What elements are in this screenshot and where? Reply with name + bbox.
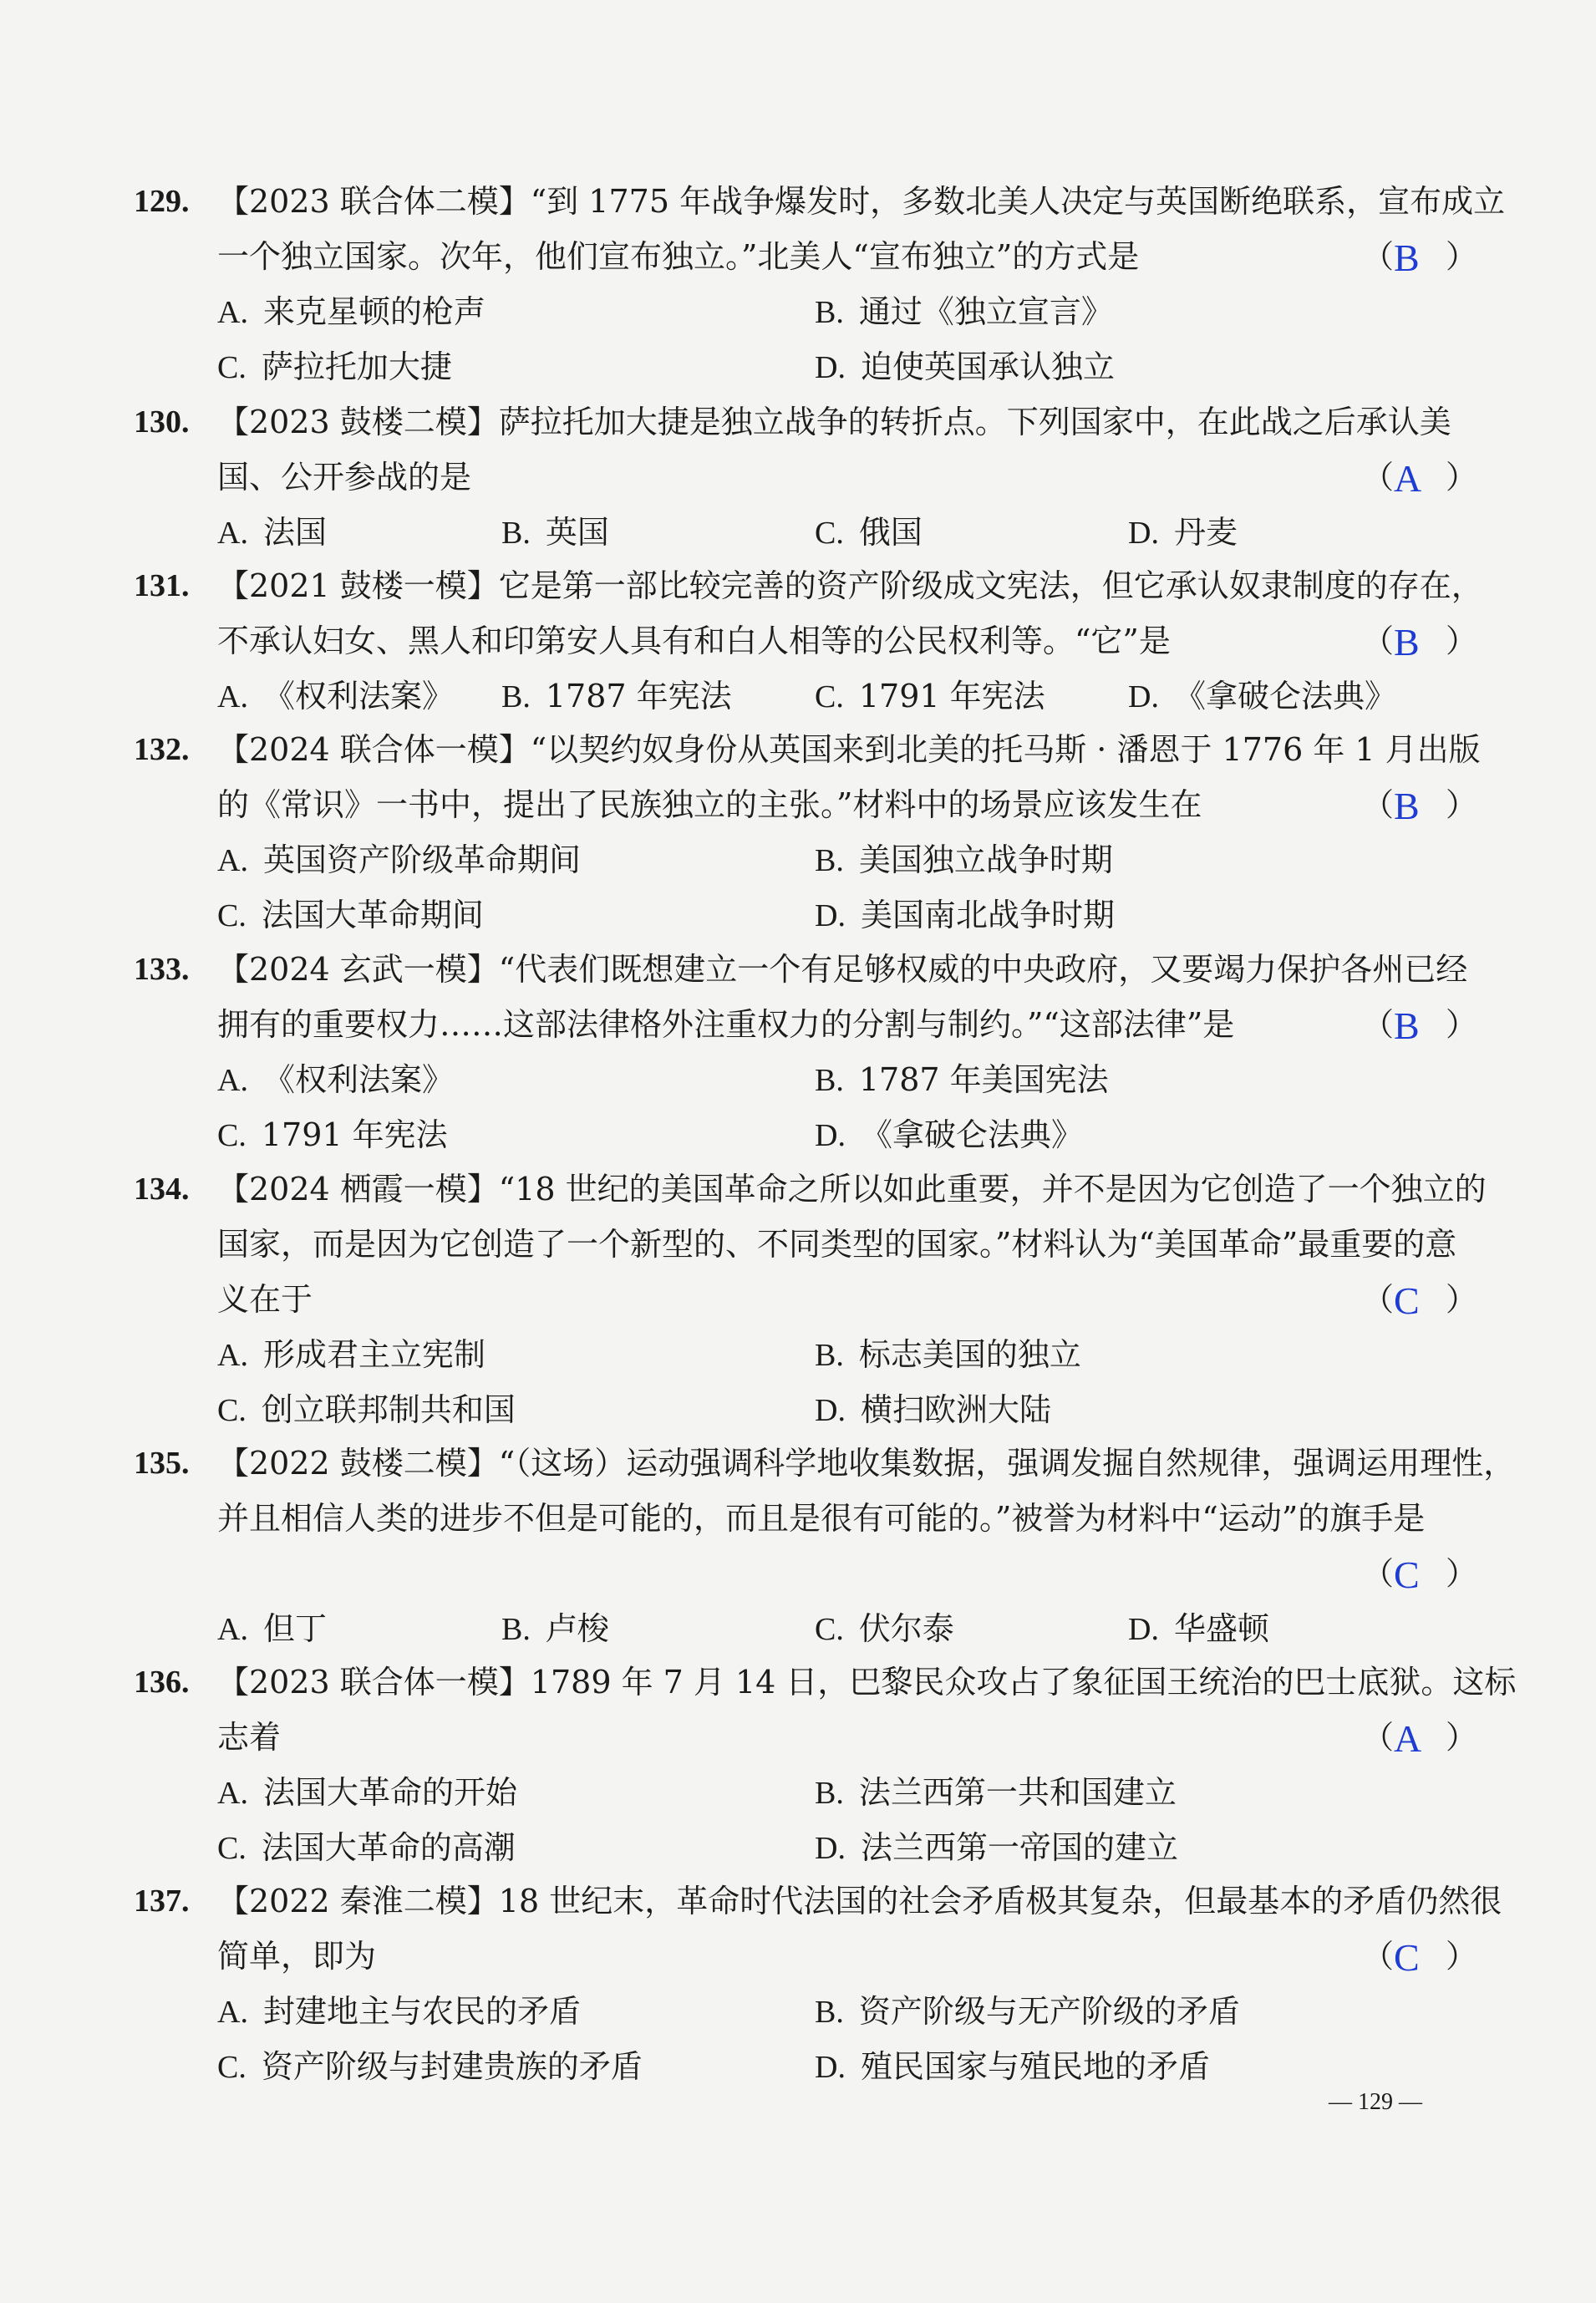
option-c: C. 创立联邦制共和国 [217,1391,516,1428]
options-row [134,1984,1471,2039]
question-number: 129. [134,184,190,219]
option-c: C. 伏尔泰 [815,1610,954,1647]
page-number: — 129 — [1329,2089,1422,2115]
option-b: B. 英国 [501,514,609,551]
question-text: 国家，而是因为它创造了一个新型的、不同类型的国家。”材料认为“美国革命”最重要的意 [217,1226,1457,1263]
question-stem-line [134,1436,1516,1491]
handwritten-answer: A [1394,1717,1422,1760]
question-136 [134,1655,1517,1875]
option-d: D. 《拿破仑法典》 [815,1116,1083,1153]
options-row [134,339,1471,394]
question-text: 并且相信人类的进步不但是可能的，而且是很有可能的。”被誉为材料中“运动”的旗手是 [217,1500,1426,1537]
bracket-open: （ [1362,1006,1395,1043]
question-stem-line [134,1162,1487,1217]
options-row [134,1820,1471,1875]
option-a: A. 但丁 [217,1610,327,1647]
option-c: C. 俄国 [815,514,923,551]
options-row [134,669,1471,724]
option-d: D. 美国南北战争时期 [815,897,1115,933]
question-number: 130. [134,404,190,440]
question-text: 【2023 联合体一模】1789 年 7 月 14 日，巴黎民众攻占了象征国王统治的巴士底狱。这标 [217,1664,1517,1701]
option-c: C. 法国大革命的高潮 [217,1829,516,1866]
bracket-open: （ [1362,1281,1395,1318]
question-text: 【2021 鼓楼一模】它是第一部比较完善的资产阶级成文宪法，但它承认奴隶制度的存在， [217,567,1483,604]
options-row [134,1601,1471,1656]
option-a: A. 法国 [217,514,327,551]
options-row [134,1765,1471,1820]
option-a: A. 形成君主立宪制 [217,1336,485,1373]
option-b: B. 法兰西第一共和国建立 [815,1774,1177,1811]
bracket-open: （ [1362,459,1395,496]
option-d: D. 法兰西第一帝国的建立 [815,1829,1178,1866]
option-b: B. 通过《独立宣言》 [815,293,1113,330]
question-stem-line [134,722,1481,777]
question-135 [134,1436,1516,1656]
option-d: D. 华盛顿 [1128,1610,1269,1647]
question-stem-line [134,450,1478,505]
bracket-close: ） [1446,1281,1478,1318]
options-row [134,887,1471,943]
handwritten-answer: B [1394,236,1420,279]
question-text: 【2023 鼓楼二模】萨拉托加大捷是独立战争的转折点。下列国家中，在此战之后承认美 [217,404,1451,440]
question-130 [134,394,1478,560]
question-stem-line [134,613,1478,669]
question-stem-line [134,1929,1478,1984]
question-stem-line [134,174,1506,229]
bracket-close: ） [1446,1938,1478,1975]
option-d: D. 横扫欧洲大陆 [815,1391,1051,1428]
question-text: 义在于 [217,1281,313,1318]
question-number: 132. [134,732,190,767]
question-stem-line [134,1710,1478,1765]
question-text: 的《常识》一书中，提出了民族独立的主张。”材料中的场景应该发生在 [217,786,1202,823]
question-stem-line [134,229,1478,284]
option-b: B. 1787 年宪法 [501,678,732,714]
options-row [134,284,1471,339]
question-number: 133. [134,952,190,987]
option-b: B. 1787 年美国宪法 [815,1061,1109,1098]
option-b: B. 卢梭 [501,1610,609,1647]
bracket-close: ） [1446,1719,1478,1756]
question-stem-line [134,997,1478,1052]
handwritten-answer: C [1394,1553,1420,1596]
bracket-open: （ [1362,238,1395,275]
option-d: D. 丹麦 [1128,514,1238,551]
handwritten-answer: A [1394,457,1422,500]
handwritten-answer: B [1394,621,1420,663]
options-row [134,1327,1471,1382]
question-stem-line [134,1655,1517,1710]
option-c: C. 资产阶级与封建贵族的矛盾 [217,2048,643,2085]
question-number: 131. [134,568,190,603]
question-stem-line [134,777,1478,832]
question-text: 【2022 鼓楼二模】“（这场）运动强调科学地收集数据，强调发掘自然规律，强调运用理性， [217,1445,1516,1482]
question-stem-line [134,1272,1478,1327]
options-row [134,832,1471,887]
option-b: B. 资产阶级与无产阶级的矛盾 [815,1993,1240,2030]
bracket-close: ） [1446,623,1478,659]
question-text: 【2022 秦淮二模】18 世纪末，革命时代法国的社会矛盾极其复杂，但最基本的矛盾仍然很 [217,1883,1502,1919]
option-a: A. 来克星顿的枪声 [217,293,485,330]
question-stem-line [134,942,1471,997]
option-a: A. 英国资产阶级革命期间 [217,841,581,878]
question-stem-line [134,1546,1478,1601]
question-number: 135. [134,1446,190,1481]
option-a: A. 《权利法案》 [217,1061,454,1098]
question-129 [134,174,1506,394]
handwritten-answer: B [1394,1004,1420,1047]
bracket-open: （ [1362,1719,1395,1756]
options-row [134,505,1471,560]
bracket-open: （ [1362,1938,1395,1975]
bracket-close: ） [1446,1006,1478,1043]
question-text: 志着 [217,1719,282,1756]
question-134 [134,1162,1487,1437]
option-d: D. 《拿破仑法典》 [1128,678,1396,714]
options-row [134,2039,1471,2094]
option-c: C. 法国大革命期间 [217,897,484,933]
question-text: 一个独立国家。次年，他们宣布独立。”北美人“宣布独立”的方式是 [217,238,1140,275]
question-number: 134. [134,1172,190,1207]
option-a: A. 封建地主与农民的矛盾 [217,1993,581,2030]
options-row [134,1382,1471,1437]
question-number: 136. [134,1665,190,1700]
option-d: D. 迫使英国承认独立 [815,348,1115,385]
bracket-open: （ [1362,786,1395,823]
question-stem-line [134,394,1471,450]
options-row [134,1107,1471,1162]
question-text: 不承认妇女、黑人和印第安人具有和白人相等的公民权利等。“它”是 [217,623,1171,659]
option-a: A. 法国大革命的开始 [217,1774,517,1811]
bracket-close: ） [1446,238,1478,275]
option-c: C. 萨拉托加大捷 [217,348,452,385]
question-131 [134,558,1483,724]
bracket-open: （ [1362,623,1395,659]
question-text: 【2024 栖霞一模】“18 世纪的美国革命之所以如此重要，并不是因为它创造了一个独立的 [217,1171,1487,1207]
question-text: 【2023 联合体二模】“到 1775 年战争爆发时，多数北美人决定与英国断绝联系，宣布成立 [217,183,1506,220]
question-stem-line [134,1217,1471,1272]
handwritten-answer: C [1394,1936,1420,1979]
question-133 [134,942,1478,1162]
question-text: 【2024 联合体一模】“以契约奴身份从英国来到北美的托马斯 · 潘恩于 1776 年 1 月出版 [217,731,1481,768]
question-text: 国、公开参战的是 [217,459,472,496]
question-text: 简单，即为 [217,1938,377,1975]
question-text: 【2024 玄武一模】“代表们既想建立一个有足够权威的中央政府，又要竭力保护各州已经 [217,951,1468,988]
bracket-close: ） [1446,459,1478,496]
option-b: B. 美国独立战争时期 [815,841,1113,878]
bracket-open: （ [1362,1555,1395,1592]
question-stem-line [134,1873,1502,1929]
option-d: D. 殖民国家与殖民地的矛盾 [815,2048,1210,2085]
option-b: B. 标志美国的独立 [815,1336,1081,1373]
question-137 [134,1873,1502,2094]
question-132 [134,722,1481,943]
option-c: C. 1791 年宪法 [815,678,1045,714]
option-a: A. 《权利法案》 [217,678,454,714]
question-text: 拥有的重要权力……这部法律格外注重权力的分割与制约。”“这部法律”是 [217,1006,1235,1043]
bracket-close: ） [1446,786,1478,823]
question-stem-line [134,558,1483,613]
handwritten-answer: C [1394,1279,1420,1322]
question-stem-line [134,1491,1471,1546]
options-row [134,1052,1471,1107]
bracket-close: ） [1446,1555,1478,1592]
option-c: C. 1791 年宪法 [217,1116,448,1153]
handwritten-answer: B [1394,785,1420,827]
question-number: 137. [134,1884,190,1919]
